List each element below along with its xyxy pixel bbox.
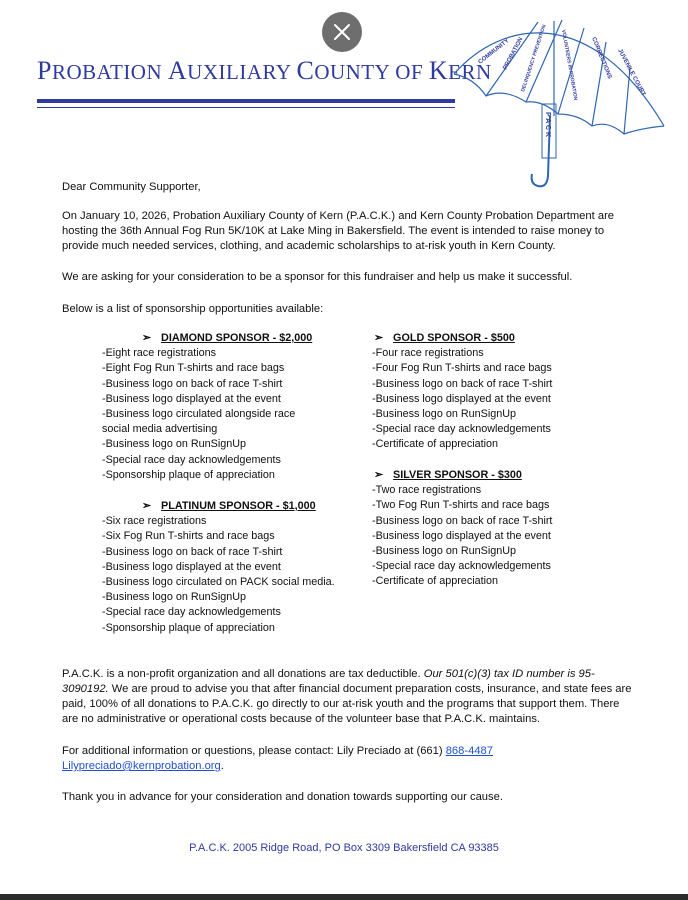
nonprofit-text: We are proud to advise you that after financial document preparation costs, insurance, and state fees are paid, 100% of all donations to P.A.C.K. go directly to our at-risk youth and the programs that support them. There are no administrative or operational costs because of the volunteer base that P.A.C.K. maintains. bbox=[62, 683, 632, 725]
nonprofit-paragraph bbox=[62, 667, 632, 727]
title-word: COUNTY OF bbox=[296, 56, 424, 85]
benefit-item: -Six Fog Run T-shirts and race bags bbox=[102, 530, 275, 543]
benefit-item: -Four Fog Run T-shirts and race bags bbox=[372, 362, 552, 375]
sponsor-heading: DIAMOND SPONSOR - $2,000 bbox=[161, 332, 313, 344]
sponsor-heading: SILVER SPONSOR - $300 bbox=[393, 469, 522, 481]
benefit-item: -Business logo on back of race T-shirt bbox=[102, 377, 283, 390]
silver-sponsor-block bbox=[372, 468, 552, 590]
title-word: AUXILIARY bbox=[167, 56, 291, 85]
benefit-item: -Business logo on RunSignUp bbox=[102, 591, 247, 604]
nonprofit-text: P.A.C.K. is a non-profit organization and all donations are tax deductible. bbox=[62, 668, 424, 680]
benefit-item: -Business logo on back of race T-shirt bbox=[102, 545, 283, 558]
umbrella-logo bbox=[442, 4, 682, 194]
close-button[interactable] bbox=[322, 12, 362, 52]
header-rule-thin bbox=[37, 107, 455, 108]
benefit-item: -Six race registrations bbox=[102, 515, 207, 528]
benefit-item: -Business logo on back of race T-shirt bbox=[372, 377, 553, 390]
diamond-sponsor-block bbox=[102, 331, 312, 483]
tax-id-text: Our 501(c)(3) tax ID number is 95-3090192. bbox=[62, 668, 595, 695]
list-intro: Below is a list of sponsorship opportunities available: bbox=[62, 303, 324, 315]
benefit-item: -Certificate of appreciation bbox=[372, 575, 499, 588]
logo-label: JUVENILE COURT bbox=[616, 48, 647, 98]
header-rule-thick bbox=[37, 99, 455, 103]
benefit-item: -Business logo displayed at the event bbox=[102, 560, 281, 573]
thanks-line: Thank you in advance for your consideration and donation towards supporting our cause. bbox=[62, 791, 503, 803]
benefit-item: -Special race day acknowledgements bbox=[372, 423, 551, 436]
footer-address: P.A.C.K. 2005 Ridge Road, PO Box 3309 Bakersfield CA 93385 bbox=[189, 842, 499, 854]
ask-paragraph: We are asking for your consideration to be a sponsor for this fundraiser and help us make it successful. bbox=[62, 271, 573, 283]
title-word: KERN bbox=[428, 56, 492, 85]
benefit-item: -Business logo displayed at the event bbox=[372, 392, 551, 405]
logo-label: VOLUNTEERS IN PROBATION bbox=[560, 29, 579, 101]
benefit-item: -Eight race registrations bbox=[102, 347, 217, 360]
benefit-item: -Eight Fog Run T-shirts and race bags bbox=[102, 362, 285, 375]
benefit-item: -Two Fog Run T-shirts and race bags bbox=[372, 499, 550, 512]
benefit-item: social media advertising bbox=[102, 423, 218, 436]
benefit-item: -Certificate of appreciation bbox=[372, 438, 499, 451]
organization-title bbox=[37, 56, 492, 86]
arrow-bullet-icon: ➢ bbox=[142, 332, 152, 344]
platinum-sponsor-block bbox=[102, 499, 335, 636]
benefit-item: -Business logo circulated alongside race bbox=[102, 408, 296, 421]
logo-handle-text: P A C K bbox=[544, 112, 551, 138]
contact-period: . bbox=[220, 760, 224, 772]
arrow-bullet-icon: ➢ bbox=[142, 500, 152, 512]
gold-sponsor-block bbox=[372, 331, 552, 453]
benefit-item: -Business logo circulated on PACK social media. bbox=[102, 576, 335, 589]
email-link[interactable]: Lilypreciado@kernprobation.org bbox=[62, 760, 221, 772]
benefit-item: -Business logo on RunSignUp bbox=[372, 545, 517, 558]
benefit-item: -Four race registrations bbox=[372, 347, 484, 360]
benefit-item: -Business logo on RunSignUp bbox=[372, 408, 517, 421]
benefit-item: -Special race day acknowledgements bbox=[102, 453, 281, 466]
benefit-item: -Business logo displayed at the event bbox=[102, 392, 281, 405]
benefit-item: -Two race registrations bbox=[372, 484, 482, 497]
contact-text: For additional information or questions, please contact: Lily Preciado at (661) bbox=[62, 745, 446, 757]
logo-label: COMMUNITY bbox=[477, 38, 511, 66]
intro-paragraph: On January 10, 2026, Probation Auxiliary County of Kern (P.A.C.K.) and Kern County Probation Department are hosting the 36th Annual Fog Run 5K/10K at Lake Ming in Bakersfield. The event is intended to raise money to provide much needed services, clothing, and academic scholarships to at-risk youth in Kern County. bbox=[62, 210, 615, 252]
benefit-item: -Special race day acknowledgements bbox=[372, 560, 551, 573]
benefit-item: -Business logo on RunSignUp bbox=[102, 438, 247, 451]
close-icon bbox=[333, 23, 351, 41]
title-word: PROBATION bbox=[37, 56, 163, 85]
viewer-bottom-bar bbox=[0, 894, 688, 900]
sponsor-heading: PLATINUM SPONSOR - $1,000 bbox=[161, 500, 316, 512]
benefit-item: -Sponsorship plaque of appreciation bbox=[102, 621, 275, 634]
logo-label: DELINQUENCY PREVENTION bbox=[520, 23, 548, 93]
benefit-item: -Sponsorship plaque of appreciation bbox=[102, 468, 275, 481]
logo-label: PROBATION bbox=[502, 36, 525, 71]
logo-label: CORRECTIONS bbox=[590, 36, 613, 80]
phone-link[interactable]: 868-4487 bbox=[445, 745, 493, 757]
arrow-bullet-icon: ➢ bbox=[374, 469, 384, 481]
benefit-item: -Special race day acknowledgements bbox=[102, 606, 281, 619]
greeting: Dear Community Supporter, bbox=[62, 181, 201, 193]
benefit-item: -Business logo displayed at the event bbox=[372, 529, 551, 542]
contact-paragraph bbox=[62, 744, 632, 774]
sponsor-heading: GOLD SPONSOR - $500 bbox=[393, 332, 515, 344]
arrow-bullet-icon: ➢ bbox=[374, 332, 384, 344]
benefit-item: -Business logo on back of race T-shirt bbox=[372, 514, 553, 527]
